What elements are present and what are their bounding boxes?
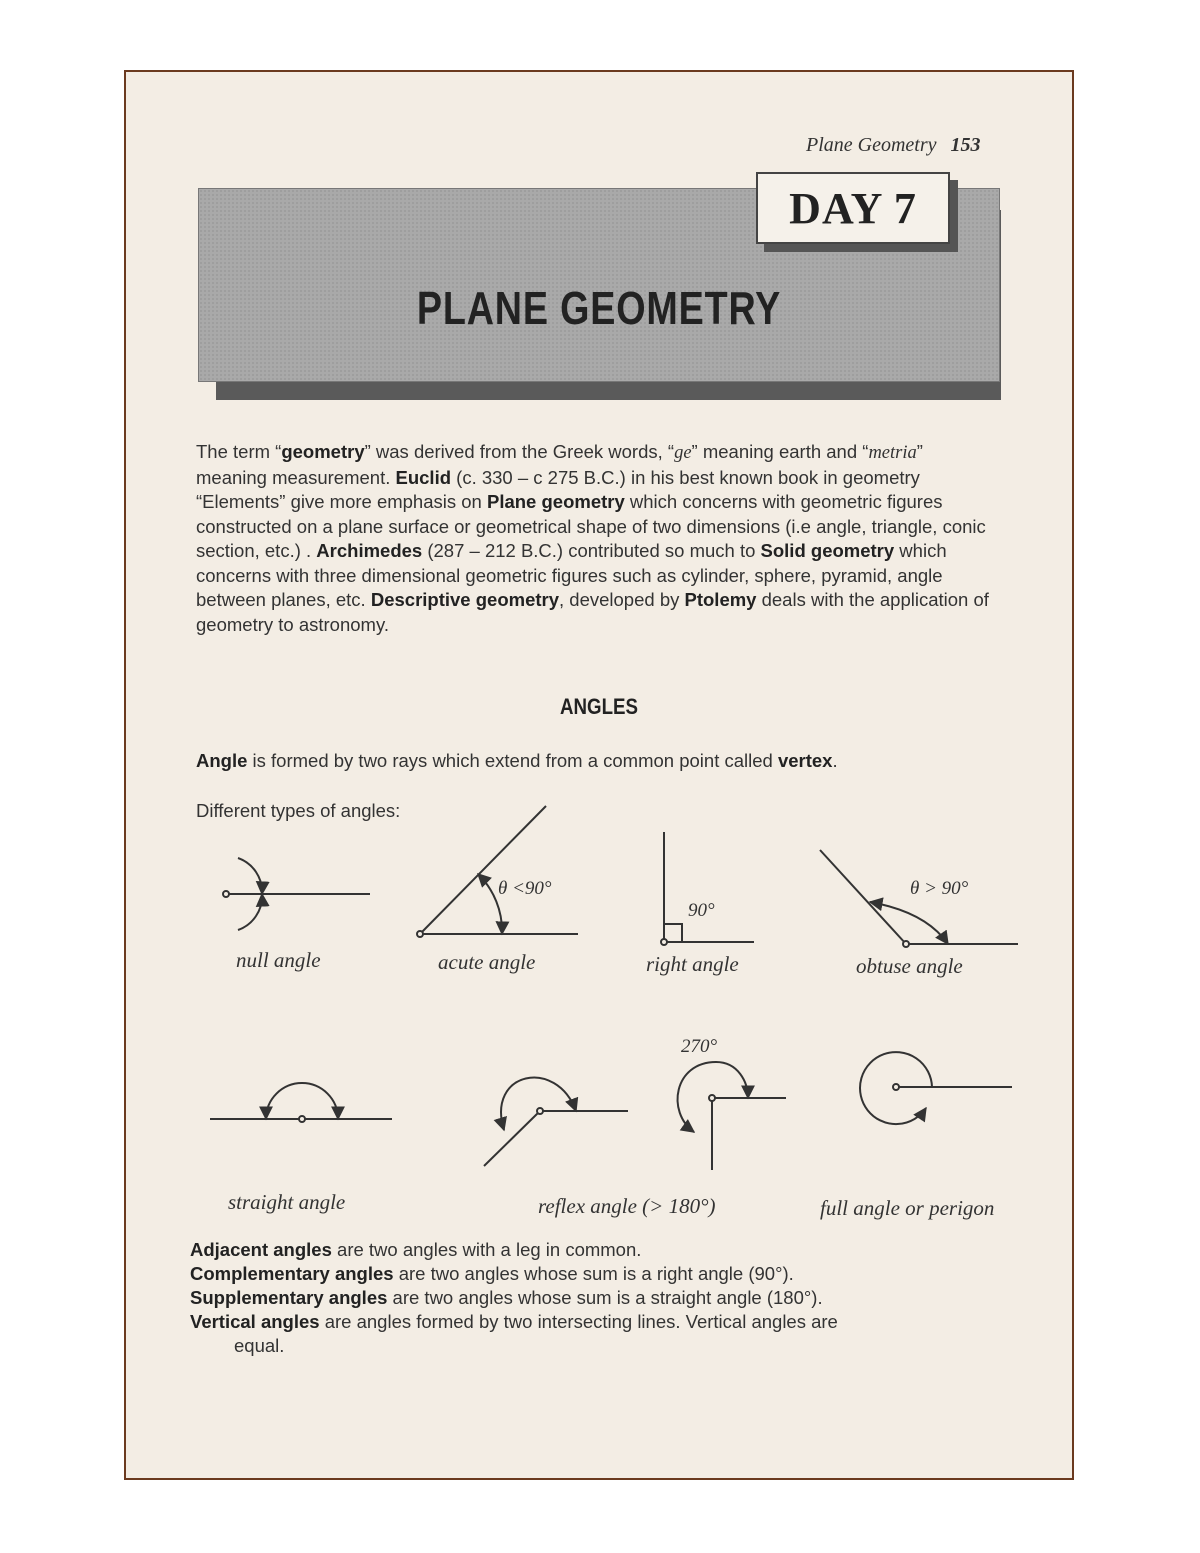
- term-metria: metria: [868, 443, 917, 463]
- reflex-angle-figure: [484, 1078, 628, 1166]
- intro-text: ” meaning measurement.: [196, 441, 923, 488]
- term-euclid: Euclid: [395, 466, 452, 488]
- book-page: [124, 70, 1074, 1480]
- term-vertical-angles: Vertical angles: [190, 1311, 320, 1332]
- page-number: 153: [950, 134, 981, 156]
- acute-angle-label: θ <90°: [498, 878, 552, 899]
- definition-supplementary: [190, 1286, 1010, 1310]
- term-vertex: vertex: [777, 750, 833, 771]
- obtuse-angle-label: θ > 90°: [910, 878, 969, 899]
- intro-text: deals with the application of geometry to astronomy.: [196, 589, 989, 635]
- definition-text: is formed by two rays which extend from a common point called: [247, 750, 778, 771]
- day-badge: DAY 7: [756, 172, 950, 244]
- 270-angle-label: 270°: [681, 1036, 718, 1057]
- types-label: Different types of angles:: [196, 800, 401, 821]
- section-title-angles: ANGLES: [560, 694, 638, 719]
- definition-text: are two angles with a leg in common.: [331, 1239, 642, 1260]
- chapter-title: PLANE GEOMETRY: [416, 282, 782, 334]
- caption-null-angle: null angle: [236, 948, 321, 972]
- intro-text: The term “: [196, 441, 282, 462]
- definition-vertical: [190, 1310, 1010, 1334]
- acute-angle-figure: [417, 806, 578, 937]
- definition-text: are two angles whose sum is a straight angle (180°).: [387, 1287, 823, 1308]
- intro-text: (c. 330 – c 275 B.C.) in his best known book in geometry “Elements” give more emphasis on: [196, 466, 920, 512]
- definition-text: .: [832, 750, 838, 771]
- full-angle-figure: [860, 1052, 1012, 1124]
- term-geometry: geometry: [281, 441, 365, 462]
- intro-text: , developed by: [559, 589, 685, 610]
- caption-straight-angle: straight angle: [228, 1190, 346, 1214]
- running-head-title: Plane Geometry: [806, 134, 937, 156]
- term-ptolemy: Ptolemy: [684, 589, 757, 610]
- intro-text: which concerns with three dimensional geometric figures such as cylinder, sphere, pyramid, angle between planes, etc.: [196, 540, 947, 610]
- right-angle-figure: [661, 832, 754, 945]
- intro-text: (287 – 212 B.C.) contributed so much to: [422, 540, 761, 561]
- intro-text: which concerns with geometric figures constructed on a plane surface or geometrical shape of two dimensions (i.e angle, triangle, conic section, etc.) .: [196, 491, 986, 561]
- term-solid-geometry: Solid geometry: [760, 540, 895, 561]
- angle-definitions-list: [190, 1238, 1010, 1358]
- right-angle-label: 90°: [688, 900, 715, 921]
- caption-acute-angle: acute angle: [438, 950, 536, 974]
- caption-right-angle: right angle: [646, 952, 739, 976]
- definition-text: are two angles whose sum is a right angle (90°).: [393, 1263, 794, 1284]
- intro-text: ” was derived from the Greek words, “: [364, 441, 675, 462]
- term-supplementary-angles: Supplementary angles: [190, 1287, 388, 1308]
- caption-full-angle: full angle or perigon: [820, 1196, 995, 1220]
- term-descriptive-geometry: Descriptive geometry: [370, 589, 560, 610]
- term-angle: Angle: [196, 750, 248, 771]
- term-plane-geometry: Plane geometry: [486, 491, 625, 512]
- intro-text: ” meaning earth and “: [691, 441, 869, 462]
- definition-text: are angles formed by two intersecting lines. Vertical angles are: [319, 1311, 838, 1332]
- straight-angle-figure: [210, 1083, 392, 1122]
- term-complementary-angles: Complementary angles: [190, 1263, 394, 1284]
- caption-reflex-angle: reflex angle (> 180°): [538, 1194, 716, 1218]
- term-archimedes: Archimedes: [316, 540, 423, 561]
- 270-angle-figure: [678, 1062, 786, 1170]
- caption-obtuse-angle: obtuse angle: [856, 954, 963, 978]
- term-adjacent-angles: Adjacent angles: [190, 1239, 332, 1260]
- null-angle-figure: [223, 858, 370, 930]
- definition-vertical-cont: equal.: [234, 1335, 285, 1356]
- term-ge: ge: [674, 443, 692, 463]
- definition-adjacent: [190, 1238, 1010, 1262]
- definition-complementary: [190, 1262, 1010, 1286]
